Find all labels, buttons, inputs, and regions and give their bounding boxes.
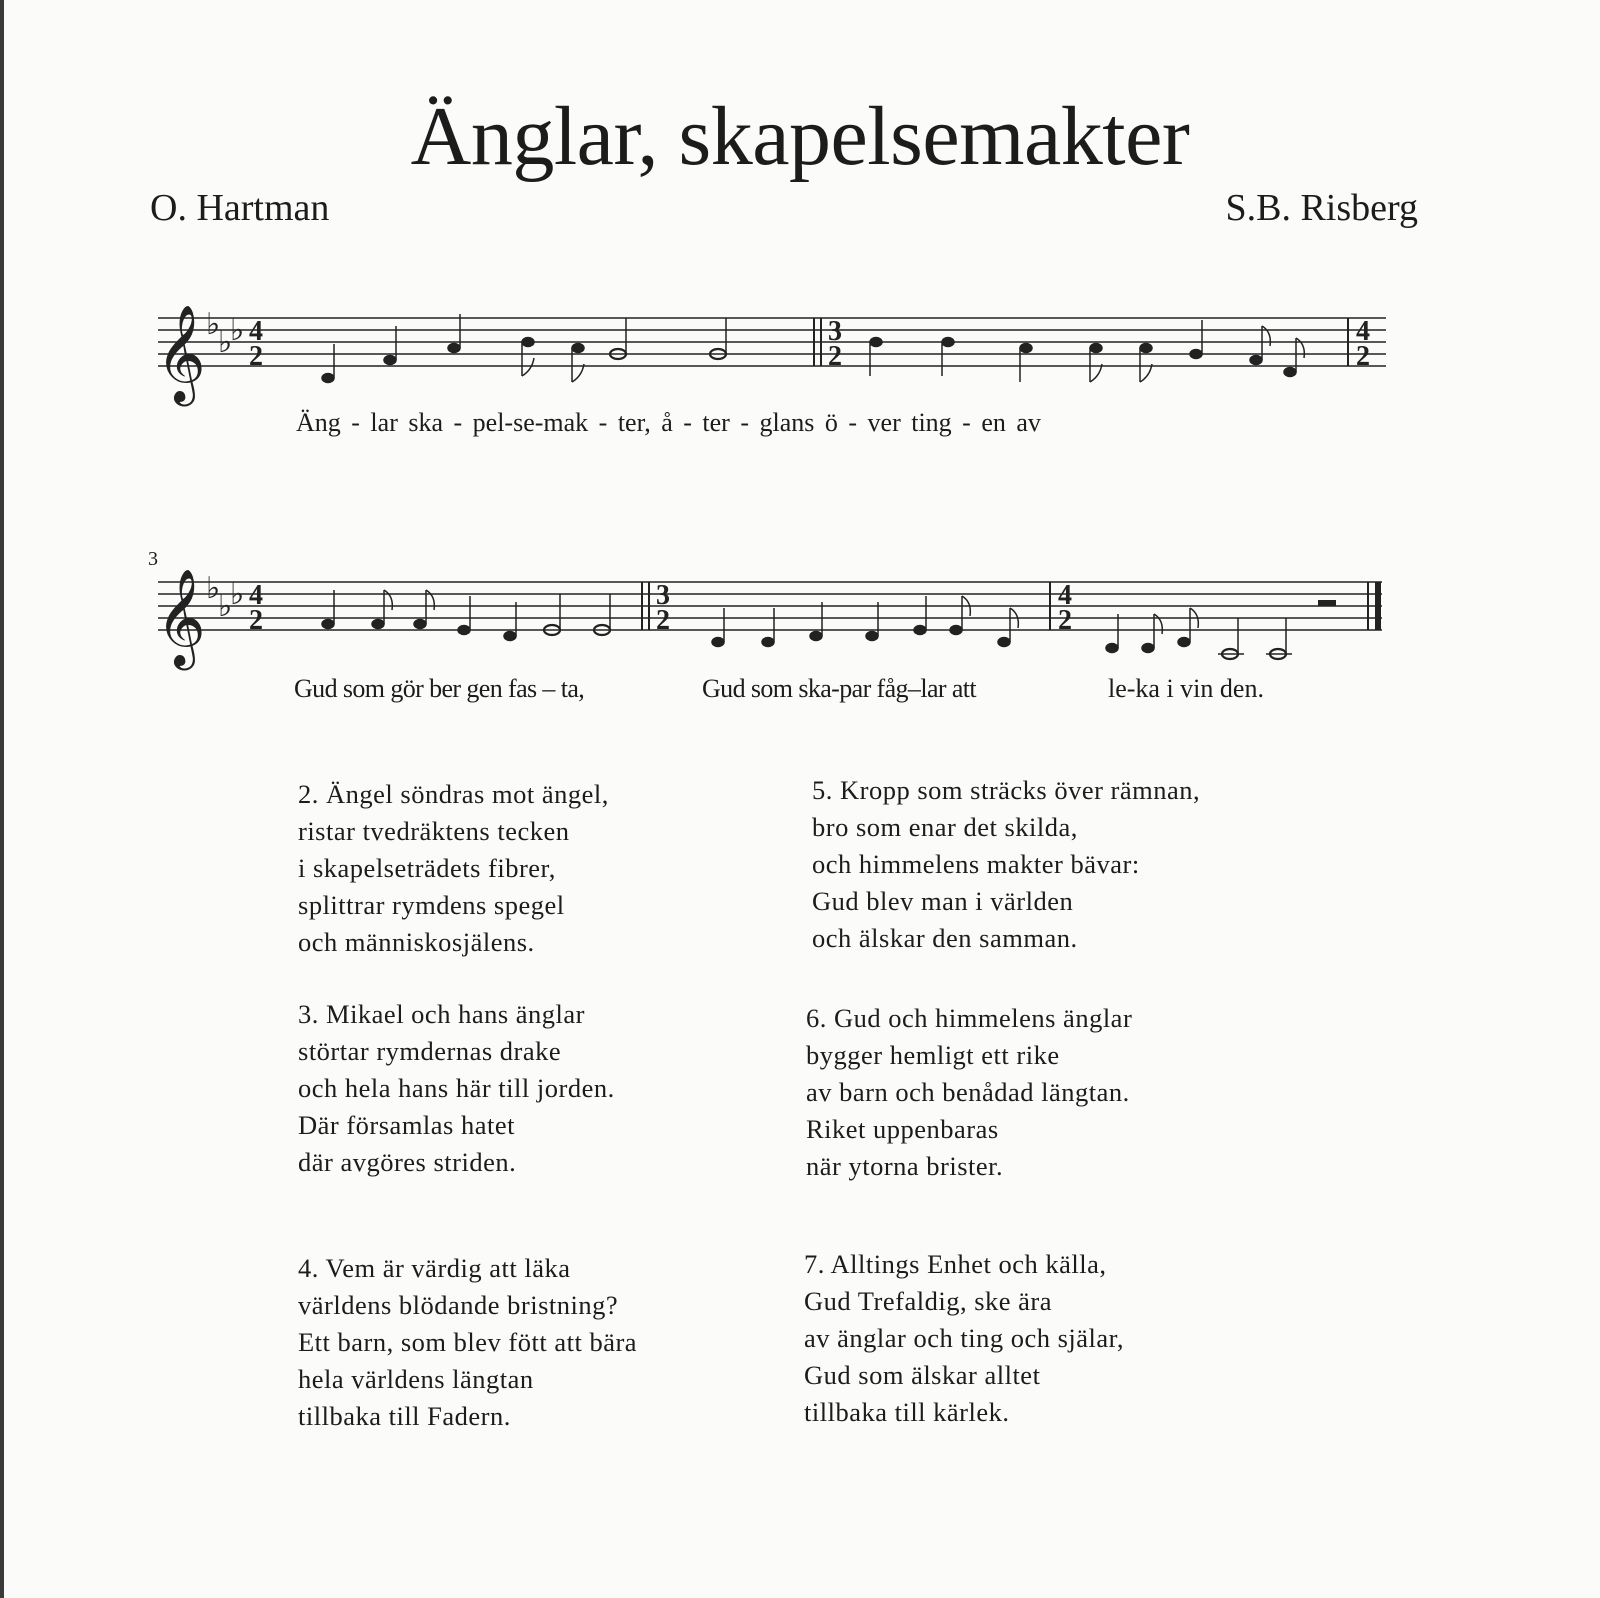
verse-line: Där församlas hatet xyxy=(298,1110,515,1140)
time-signature xyxy=(1356,316,1370,372)
music-staff-1 xyxy=(150,290,1420,420)
note xyxy=(322,620,334,629)
time-signature xyxy=(656,580,670,636)
verse-line: 6. Gud och himmelens änglar xyxy=(806,1003,1133,1033)
verse-7 xyxy=(804,1246,1124,1431)
note xyxy=(950,626,962,635)
time-signature xyxy=(1058,580,1072,636)
note xyxy=(866,632,878,641)
svg-text:♭: ♭ xyxy=(206,307,221,342)
svg-text:4: 4 xyxy=(249,580,263,611)
verse-line: och älskar den samman. xyxy=(812,923,1078,953)
verse-line: och himmelens makter bävar: xyxy=(812,849,1140,879)
verse-2 xyxy=(298,776,609,961)
measure-number: 3 xyxy=(148,548,158,570)
verse-3 xyxy=(298,996,615,1181)
scan-edge xyxy=(0,0,4,1598)
verse-line: när ytorna brister. xyxy=(806,1151,1004,1181)
notes xyxy=(870,320,1304,382)
verse-line: Riket uppenbaras xyxy=(806,1114,999,1144)
verse-line: Gud som älskar alltet xyxy=(804,1360,1041,1390)
verse-line: Ett barn, som blev fött att bära xyxy=(298,1327,638,1357)
svg-text:2: 2 xyxy=(1058,605,1072,636)
note xyxy=(458,626,470,635)
note xyxy=(384,356,396,365)
verse-line: tillbaka till kärlek. xyxy=(804,1397,1010,1427)
verse-line: 4. Vem är värdig att läka xyxy=(298,1253,571,1283)
note xyxy=(1020,344,1032,353)
verse-6 xyxy=(806,1000,1132,1185)
svg-text:3: 3 xyxy=(828,316,842,347)
composer-name: S.B. Risberg xyxy=(1225,187,1418,229)
note xyxy=(1178,638,1190,647)
note xyxy=(1142,644,1154,653)
time-signature-bottom: 2 xyxy=(249,341,263,372)
verse-line: 7. Alltings Enhet och källa, xyxy=(804,1249,1107,1279)
verse-line: och människosjälens. xyxy=(298,927,535,957)
key-signature xyxy=(206,307,244,360)
svg-text:2: 2 xyxy=(828,341,842,372)
svg-text:♭: ♭ xyxy=(230,577,245,612)
note xyxy=(998,638,1010,647)
note xyxy=(504,632,516,641)
verse-5 xyxy=(812,772,1200,957)
note xyxy=(1106,644,1118,653)
notes xyxy=(1106,608,1292,659)
time-signature xyxy=(249,580,263,636)
lyrics-line-2c: le-ka i vin den. xyxy=(1108,674,1264,703)
verse-line: och hela hans här till jorden. xyxy=(298,1073,615,1103)
treble-clef-icon: 𝄞 xyxy=(156,568,206,666)
note xyxy=(414,620,426,629)
svg-text:4: 4 xyxy=(1356,316,1370,347)
page-title: Änglar, skapelsemakter xyxy=(410,90,1190,183)
verse-line: splittrar rymdens spegel xyxy=(298,890,565,920)
note xyxy=(942,338,954,347)
verse-line: Gud blev man i världen xyxy=(812,886,1074,916)
verse-line: tillbaka till Fadern. xyxy=(298,1401,511,1431)
verse-line: av änglar och ting och själar, xyxy=(804,1323,1125,1353)
svg-text:♭: ♭ xyxy=(218,589,233,624)
note xyxy=(762,638,774,647)
verse-line: 3. Mikael och hans änglar xyxy=(298,999,585,1029)
note xyxy=(712,638,724,647)
note xyxy=(1090,344,1102,353)
notes xyxy=(322,314,726,383)
verse-line: av barn och benådad längtan. xyxy=(806,1077,1130,1107)
note xyxy=(1190,350,1202,359)
verse-line: i skapelseträdets fibrer, xyxy=(298,853,556,883)
note xyxy=(914,626,926,635)
note xyxy=(572,344,584,353)
svg-text:2: 2 xyxy=(1356,341,1370,372)
svg-text:2: 2 xyxy=(249,605,263,636)
note xyxy=(1140,344,1152,353)
verse-line: Gud Trefaldig, ske ära xyxy=(804,1286,1052,1316)
note xyxy=(810,632,822,641)
key-signature xyxy=(206,571,244,624)
note xyxy=(1250,356,1262,365)
svg-text:4: 4 xyxy=(1058,580,1072,611)
verse-line: hela världens längtan xyxy=(298,1364,534,1394)
time-signature xyxy=(828,316,842,372)
verse-line: 5. Kropp som sträcks över rämnan, xyxy=(812,775,1201,805)
verse-line: världens blödande bristning? xyxy=(298,1290,619,1320)
note xyxy=(448,344,460,353)
svg-text:♭: ♭ xyxy=(206,571,221,606)
verse-4 xyxy=(298,1250,637,1435)
note xyxy=(522,338,534,347)
svg-text:♭: ♭ xyxy=(230,313,245,348)
verse-line: 2. Ängel söndras mot ängel, xyxy=(298,779,609,809)
lyrics-line-2a: Gud som gör ber gen fas – ta, xyxy=(294,674,585,703)
lyricist-name: O. Hartman xyxy=(150,187,330,229)
note xyxy=(372,620,384,629)
svg-text:2: 2 xyxy=(656,605,670,636)
verse-line: bygger hemligt ett rike xyxy=(806,1040,1060,1070)
verse-line: där avgöres striden. xyxy=(298,1147,517,1177)
svg-text:3: 3 xyxy=(656,580,670,611)
verse-line: störtar rymdernas drake xyxy=(298,1036,562,1066)
music-staff-2 xyxy=(150,554,1420,684)
note xyxy=(1284,368,1296,377)
verse-line: ristar tvedräktens tecken xyxy=(298,816,570,846)
note xyxy=(322,374,334,383)
verse-line: bro som enar det skilda, xyxy=(812,812,1078,842)
half-rest-icon xyxy=(1318,600,1336,606)
lyrics-line-1: Äng - lar ska - pel-se-mak - ter, å - ter - glans ö - ver ting - en av xyxy=(296,408,1041,437)
notes xyxy=(712,596,1018,647)
notes xyxy=(322,590,610,641)
time-signature xyxy=(249,316,263,372)
treble-clef-icon: 𝄞 xyxy=(156,304,206,402)
note xyxy=(870,338,882,347)
svg-text:♭: ♭ xyxy=(218,325,233,360)
lyrics-line-2b: Gud som ska-par fåg–lar att xyxy=(702,674,977,703)
time-signature-top: 4 xyxy=(249,316,263,347)
